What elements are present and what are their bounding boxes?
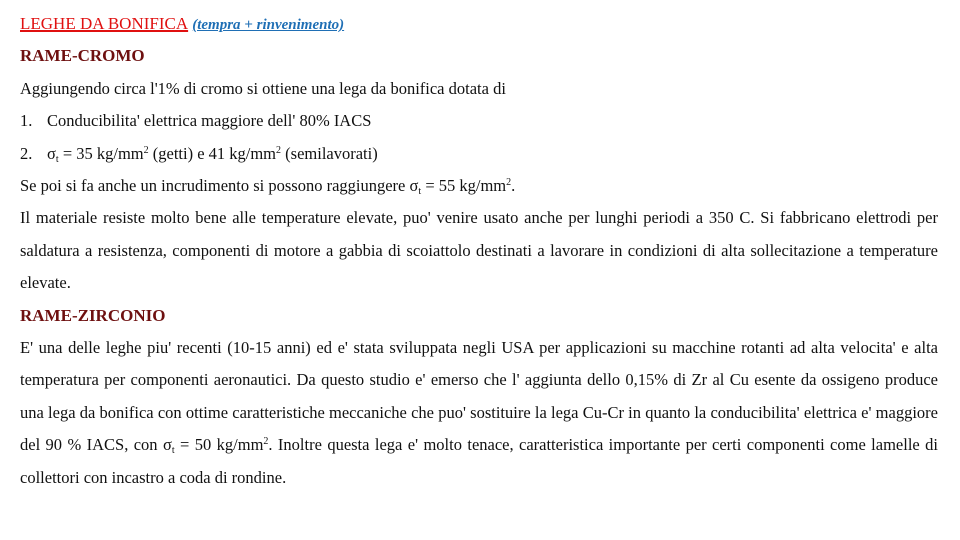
superscript: 2 bbox=[276, 144, 282, 156]
superscript: 2 bbox=[506, 176, 512, 188]
slide-content bbox=[20, 8, 938, 494]
list-item bbox=[20, 105, 938, 137]
text: Se poi si fa anche un incrudimento si possono raggiungere bbox=[20, 175, 410, 195]
page-title: LEGHE DA BONIFICA bbox=[20, 14, 189, 33]
intro-text: Aggiungendo circa l'1% di cromo si ottiene una lega da bonifica dotata di bbox=[20, 78, 506, 98]
hardening-text bbox=[20, 170, 938, 202]
list-text: (semilavorati) bbox=[281, 143, 378, 163]
subscript: t bbox=[55, 153, 59, 165]
sigma-symbol: σ bbox=[409, 175, 419, 195]
text: = 55 kg/mm bbox=[421, 175, 507, 195]
subscript: t bbox=[418, 185, 422, 197]
list-text: Conducibilita' elettrica maggiore dell' 80% IACS bbox=[47, 111, 372, 131]
paragraph-rame-zirconio bbox=[20, 332, 938, 494]
section-heading-rame-cromo: RAME-CROMO bbox=[20, 46, 145, 66]
text: E' una delle leghe piu' recenti (10-15 anni) ed e' stata sviluppata negli USA per applicazioni su macchine rotanti ad alta velocita' e alta temperatura per componenti aeronautici. Da questo studio e' emerso che l' aggiunta dello 0,15% di Zr al Cu esente da ossigeno produce una lega da bonifica con ottime caratteristiche meccaniche che puo' sostituire la lega Cu-Cr in quanto la conducibilita' elettrica e' maggiore del 90 % IACS, con bbox=[20, 337, 938, 455]
section-heading-rame-zirconio: RAME-ZIRCONIO bbox=[20, 305, 166, 325]
text: = 50 kg/mm bbox=[174, 435, 264, 455]
list-text: = 35 kg/mm bbox=[58, 143, 144, 163]
text: . bbox=[511, 175, 516, 195]
page-subtitle: (tempra + rinvenimento) bbox=[192, 17, 345, 33]
text: . Inoltre questa lega e' molto tenace, caratteristica importante per certi componenti come lamelle di collettori con incastro a coda di rondine. bbox=[20, 435, 938, 487]
sigma-symbol: σ bbox=[47, 143, 56, 163]
list-number: 2. bbox=[20, 143, 33, 163]
superscript: 2 bbox=[143, 144, 149, 156]
list-number: 1. bbox=[20, 111, 33, 131]
sigma-symbol: σ bbox=[162, 435, 172, 455]
superscript: 2 bbox=[263, 436, 269, 448]
paragraph-rame-cromo: Il materiale resiste molto bene alle temperature elevate, puo' venire usato anche per lunghi periodi a 350 C. Si fabbricano elettrodi per saldatura a resistenza, componenti di motore a gabbia di scoiattolo destinati a lavorare in condizioni di alta sollecitazione a temperature elevate. bbox=[20, 208, 938, 293]
list-text: (getti) e 41 kg/mm bbox=[148, 143, 277, 163]
list-item bbox=[20, 138, 938, 170]
title-line bbox=[20, 8, 938, 40]
subscript: t bbox=[171, 445, 175, 457]
